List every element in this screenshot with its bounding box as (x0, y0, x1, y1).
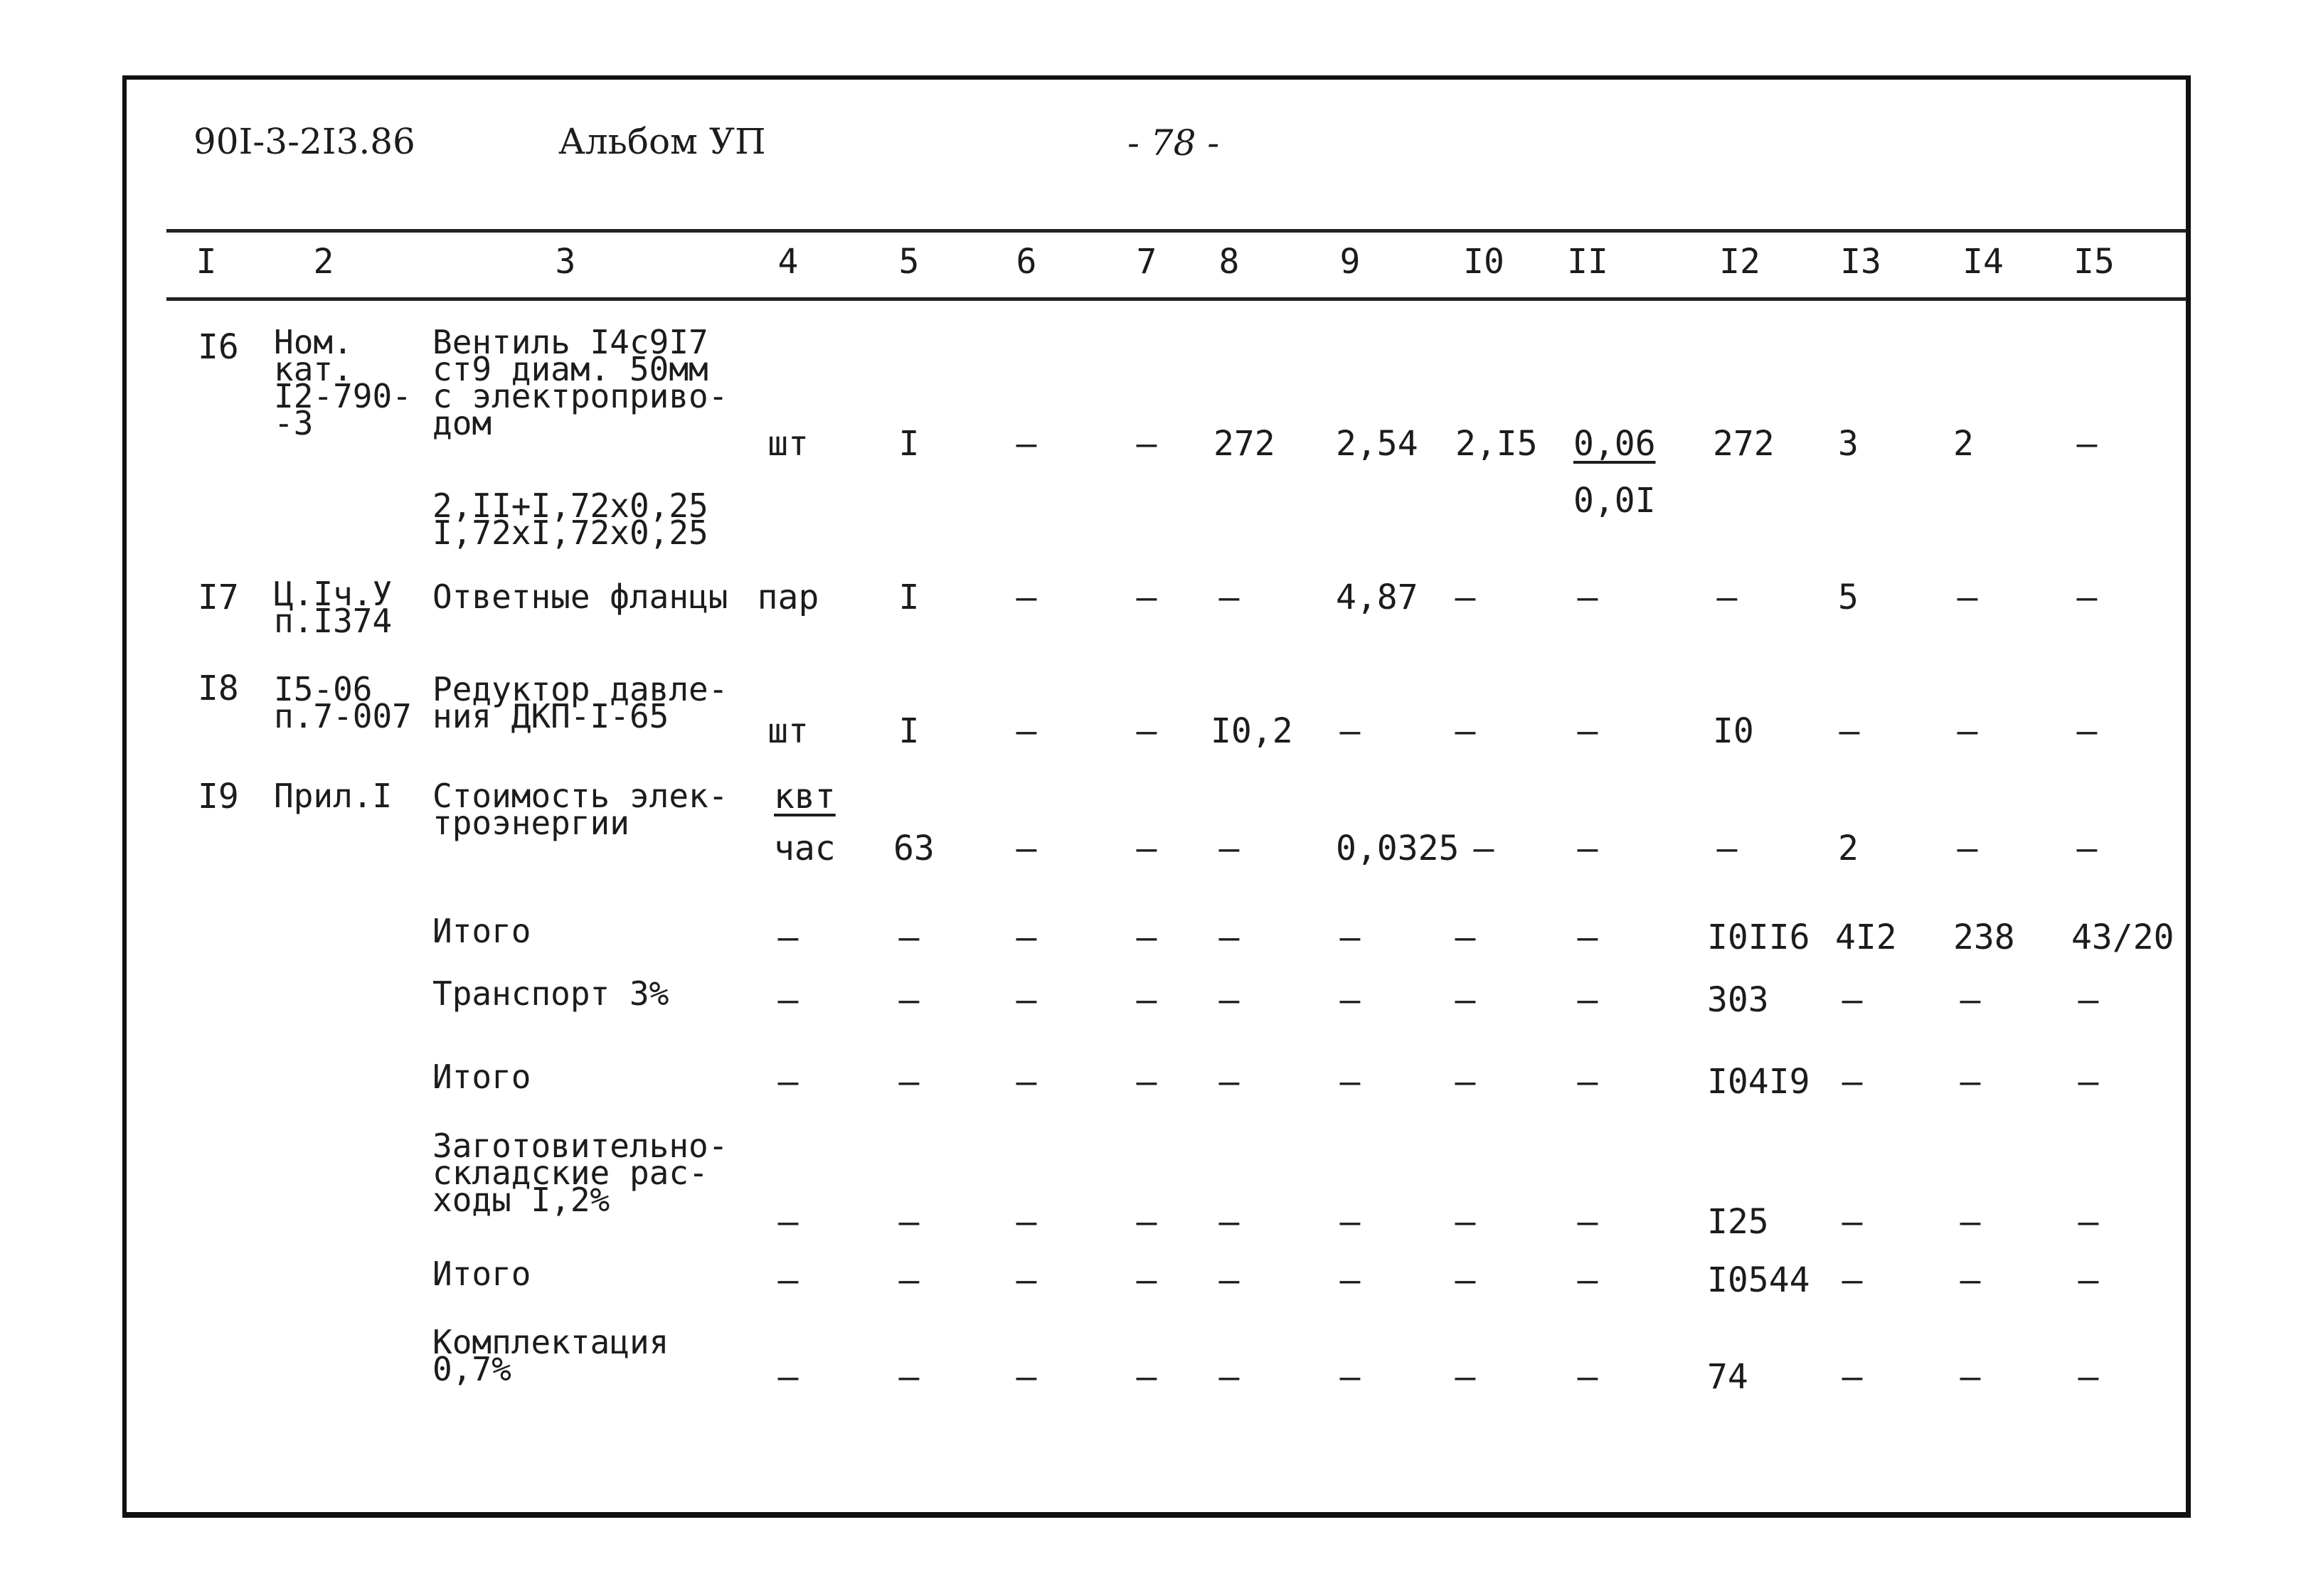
empty-cell: – (1136, 1202, 1157, 1242)
column-header: I0 (1463, 242, 1504, 282)
empty-cell: – (1339, 1062, 1361, 1102)
cell-c7: – (1136, 829, 1157, 868)
album-label: Альбом УП (558, 121, 766, 162)
empty-cell: – (898, 1260, 920, 1300)
cell-c12: I0 (1713, 711, 1754, 751)
empty-cell: – (1455, 980, 1476, 1020)
total-label: Итого (432, 912, 531, 950)
total-c12: 303 (1707, 980, 1769, 1020)
cell-c6: – (1016, 578, 1037, 617)
column-header: 9 (1339, 242, 1361, 282)
total-c14: – (1960, 1357, 1981, 1397)
empty-cell: – (777, 917, 799, 957)
cell-c9: 0,0325 (1336, 829, 1460, 868)
empty-cell: – (1016, 1260, 1037, 1300)
cell-c15: – (2076, 578, 2098, 617)
total-c12: 74 (1707, 1357, 1748, 1397)
empty-cell: – (1136, 917, 1157, 957)
total-c14: – (1960, 1260, 1981, 1300)
cell-c10: 2,I5 (1455, 424, 1538, 464)
column-header: 5 (898, 242, 920, 282)
empty-cell: – (1455, 1357, 1476, 1397)
item-name: Стоимость элек- троэнергии (432, 777, 728, 842)
empty-cell: – (1136, 980, 1157, 1020)
total-c13: – (1842, 1202, 1863, 1242)
cell-c6: – (1016, 711, 1037, 751)
empty-cell: – (777, 1357, 799, 1397)
completion-label: Комплектация 0,7% (432, 1323, 669, 1388)
cell-c4-top: квт (774, 777, 836, 816)
cell-c4: час (774, 829, 836, 868)
empty-cell: – (1136, 1062, 1157, 1102)
cell-c8: – (1218, 829, 1240, 868)
empty-cell: – (1455, 1062, 1476, 1102)
cell-c5: I (898, 578, 920, 617)
empty-cell: – (1339, 980, 1361, 1020)
cell-c12: 272 (1713, 424, 1775, 464)
empty-cell: – (1455, 917, 1476, 957)
cell-c8: 272 (1213, 424, 1275, 464)
catalog-ref: Прил.I (274, 777, 393, 815)
cell-c13: 5 (1838, 578, 1859, 617)
item-name: Редуктор давле- ния ДКП-I-65 (432, 670, 728, 735)
column-header: 2 (313, 242, 334, 282)
cell-c4: шт (767, 711, 809, 751)
empty-cell: – (1016, 1357, 1037, 1397)
header-rule-bottom (166, 297, 2187, 301)
cell-c9: – (1339, 711, 1361, 751)
row-number: I9 (198, 777, 239, 816)
cell-c4: пар (757, 578, 819, 617)
total-c12: I25 (1707, 1202, 1769, 1242)
cell-c11: – (1577, 578, 1598, 617)
page-number: - 78 - (1127, 122, 1220, 164)
cell-c10: – (1455, 711, 1476, 751)
empty-cell: – (898, 1062, 920, 1102)
cell-c11-sub: 0,0I (1573, 481, 1656, 521)
cell-c5: I (898, 711, 920, 751)
empty-cell: – (1218, 1062, 1240, 1102)
empty-cell: – (1136, 1260, 1157, 1300)
total-c15: 43/20 (2071, 917, 2174, 957)
cell-c13: 2 (1838, 829, 1859, 868)
cell-c6: – (1016, 829, 1037, 868)
cell-c5: I (898, 424, 920, 464)
empty-cell: – (1136, 1357, 1157, 1397)
empty-cell: – (1218, 1357, 1240, 1397)
total-c12: I04I9 (1707, 1062, 1810, 1102)
total-c13: – (1842, 980, 1863, 1020)
empty-cell: – (898, 1202, 920, 1242)
cell-c11: – (1577, 829, 1598, 868)
empty-cell: – (1218, 980, 1240, 1020)
cell-c15: – (2076, 424, 2098, 464)
item-formula: 2,II+I,72х0,25 I,72хI,72х0,25 (432, 486, 708, 552)
column-header: 8 (1218, 242, 1240, 282)
column-header: I5 (2073, 242, 2115, 282)
total-c13: – (1842, 1260, 1863, 1300)
total-c14: 238 (1953, 917, 2015, 957)
empty-cell: – (1339, 1260, 1361, 1300)
cell-c13: – (1839, 711, 1860, 751)
transport-label: Транспорт 3% (432, 974, 669, 1013)
cell-c8: – (1218, 578, 1240, 617)
total-c13: 4I2 (1835, 917, 1897, 957)
cell-c15: – (2076, 829, 2098, 868)
total-c12: I0544 (1707, 1260, 1810, 1300)
empty-cell: – (898, 917, 920, 957)
empty-cell: – (1339, 917, 1361, 957)
total-c14: – (1960, 980, 1981, 1020)
total-c14: – (1960, 1202, 1981, 1242)
column-header: 4 (777, 242, 799, 282)
column-header: II (1567, 242, 1608, 282)
cell-c10: – (1473, 829, 1494, 868)
row-number: I6 (198, 327, 239, 367)
empty-cell: – (1016, 1062, 1037, 1102)
cell-c12: – (1716, 829, 1738, 868)
cell-c15: – (2076, 711, 2098, 751)
cell-c14: – (1957, 829, 1978, 868)
catalog-ref: Ном. кат. I2-790- -3 (274, 323, 412, 442)
column-header: 6 (1016, 242, 1037, 282)
catalog-ref: I5-06 п.7-007 (274, 670, 412, 735)
cell-c12: – (1716, 578, 1738, 617)
cell-c13: 3 (1838, 424, 1859, 464)
empty-cell: – (1016, 917, 1037, 957)
cell-c8: I0,2 (1211, 711, 1293, 751)
cell-c14: – (1957, 578, 1978, 617)
empty-cell: – (777, 1062, 799, 1102)
empty-cell: – (1577, 917, 1598, 957)
cell-c4: шт (767, 424, 809, 464)
cell-c9: 4,87 (1336, 578, 1418, 617)
empty-cell: – (777, 980, 799, 1020)
empty-cell: – (777, 1260, 799, 1300)
cell-c7: – (1136, 711, 1157, 751)
empty-cell: – (1218, 917, 1240, 957)
cell-c6: – (1016, 424, 1037, 464)
empty-cell: – (1339, 1357, 1361, 1397)
empty-cell: – (1577, 980, 1598, 1020)
total-label: Итого (432, 1255, 531, 1293)
empty-cell: – (1455, 1202, 1476, 1242)
procurement-label: Заготовительно- складские рас- ходы I,2% (432, 1127, 728, 1219)
empty-cell: – (1218, 1202, 1240, 1242)
cell-c11: – (1577, 711, 1598, 751)
row-number: I8 (198, 669, 239, 708)
header-rule-top (166, 229, 2187, 233)
column-header: I (196, 242, 217, 282)
item-name: Ответные фланцы (432, 578, 728, 616)
empty-cell: – (898, 1357, 920, 1397)
cell-c7: – (1136, 424, 1157, 464)
column-header: I2 (1719, 242, 1760, 282)
empty-cell: – (1218, 1260, 1240, 1300)
total-c15: – (2078, 1062, 2099, 1102)
total-c13: – (1842, 1357, 1863, 1397)
column-header: I3 (1840, 242, 1881, 282)
total-c15: – (2078, 980, 2099, 1020)
empty-cell: – (1577, 1260, 1598, 1300)
cell-c11: 0,06 (1573, 424, 1656, 464)
total-label: Итого (432, 1058, 531, 1096)
total-c15: – (2078, 1260, 2099, 1300)
cell-c10: – (1455, 578, 1476, 617)
cell-c9: 2,54 (1336, 424, 1418, 464)
total-c15: – (2078, 1202, 2099, 1242)
empty-cell: – (1577, 1062, 1598, 1102)
cell-c5: 63 (893, 829, 935, 868)
empty-cell: – (1339, 1202, 1361, 1242)
total-c15: – (2078, 1357, 2099, 1397)
column-header: I4 (1962, 242, 2004, 282)
empty-cell: – (898, 980, 920, 1020)
cell-c14: – (1957, 711, 1978, 751)
column-header: 7 (1136, 242, 1157, 282)
total-c14: – (1960, 1062, 1981, 1102)
catalog-ref: Ц.Iч.У п.I374 (274, 575, 393, 640)
row-number: I7 (198, 578, 239, 617)
empty-cell: – (1577, 1202, 1598, 1242)
empty-cell: – (777, 1202, 799, 1242)
cell-c7: – (1136, 578, 1157, 617)
total-c12: I0II6 (1707, 917, 1810, 957)
empty-cell: – (1577, 1357, 1598, 1397)
item-name: Вентиль I4с9I7 ст9 диам. 50мм с электроприво- дом (432, 323, 728, 442)
cell-c14: 2 (1953, 424, 1974, 464)
document-code: 90I-3-2I3.86 (193, 121, 415, 162)
column-header: 3 (555, 242, 576, 282)
empty-cell: – (1016, 1202, 1037, 1242)
empty-cell: – (1016, 980, 1037, 1020)
total-c13: – (1842, 1062, 1863, 1102)
empty-cell: – (1455, 1260, 1476, 1300)
